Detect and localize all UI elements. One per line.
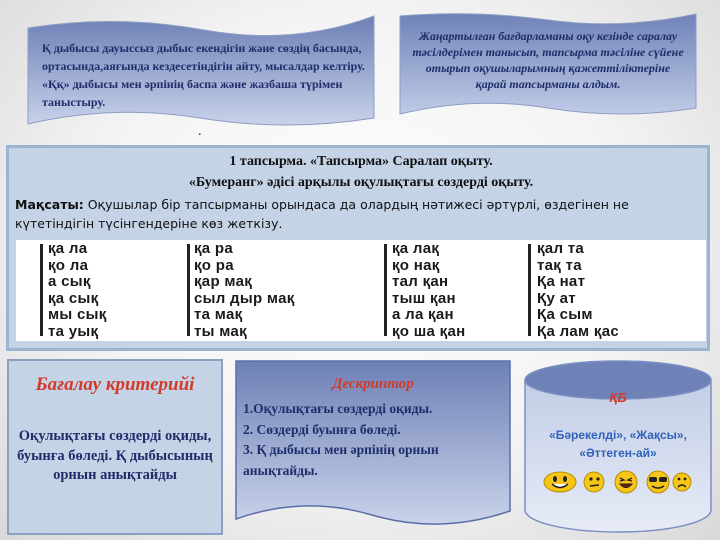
word-item: мы сық	[48, 306, 107, 324]
word-item: қа ла	[48, 240, 88, 257]
task-goal-text: Оқушылар бір тапсырманы орындаса да олардың нәтижесі әртүрлі, өздегінен не күтетіндігін түсінгендеріне көз жеткізу.	[15, 197, 629, 231]
word-item: Қа сым	[537, 306, 593, 324]
word-item: тыш қан	[392, 289, 456, 307]
sunglasses-face-icon	[647, 471, 669, 493]
task-panel	[6, 145, 710, 351]
word-table	[16, 240, 706, 341]
smiley-icons	[542, 468, 692, 494]
method-text: Жаңартылған бағдарламаны оқу кезінде саралау тәсілдерімен танысып, тапсырма тәсіліне сүйене отырып оқушыларымның қажеттіліктеріне қарай тапсырманы алдым.	[412, 29, 684, 91]
task-goal	[15, 195, 675, 233]
stray-dot: .	[198, 124, 202, 139]
word-item: а сық	[48, 273, 91, 291]
word-item: Қа нат	[537, 273, 586, 291]
descriptor-box	[234, 359, 512, 535]
descriptor-title: Дескриптор	[332, 376, 414, 392]
word-item: ты мақ	[194, 322, 247, 340]
word-item: та уық	[48, 322, 99, 340]
word-item: Қа лам қас	[537, 322, 619, 340]
task-goal-label: Мақсаты:	[15, 197, 84, 212]
word-column-3	[392, 241, 465, 341]
lesson-goal-banner	[24, 6, 376, 134]
word-item: а ла қан	[392, 306, 454, 324]
criteria-title: Бағалау критерийі	[35, 374, 195, 395]
word-item: қа сық	[48, 289, 99, 307]
word-column-2	[194, 241, 295, 341]
task-title: 1 тапсырма. «Тапсырма» Саралап оқыту.	[229, 154, 493, 169]
word-column-4	[537, 241, 619, 341]
lesson-goal-text	[34, 39, 372, 111]
word-column-1	[48, 241, 107, 341]
word-item: қо ша қан	[392, 322, 466, 340]
descriptor-item: 1.Оқулықтағы сөздерді оқиды.	[243, 401, 433, 416]
word-item: сыл дыр мақ	[194, 289, 295, 307]
word-item: қа лақ	[392, 240, 440, 257]
column-divider	[40, 244, 43, 336]
feedback-title: ҚБ	[609, 390, 627, 405]
column-divider	[384, 244, 387, 336]
goal-line-2: «Ққ» дыбысы мен әрпінің баспа және жазбаша түрімен таныстыру.	[42, 77, 343, 109]
goal-line-1: Қ дыбысы дауыссыз дыбыс екендігін және сөздің басында, ортасында,аяғында кездесетіндігін айту, мысалдар келтіру.	[42, 41, 365, 73]
sad-face-icon	[673, 473, 691, 491]
descriptor-list	[243, 399, 505, 481]
column-divider	[528, 244, 531, 336]
happy-face-icon	[544, 472, 576, 492]
word-item: қо ра	[194, 256, 234, 274]
thinking-face-icon	[584, 472, 604, 492]
assessment-criteria-box	[7, 359, 223, 535]
column-divider	[187, 244, 190, 336]
word-item: қо ла	[48, 256, 89, 274]
laughing-face-icon	[615, 471, 637, 493]
method-banner	[398, 8, 698, 128]
word-item: та мақ	[194, 306, 243, 324]
descriptor-item: 3. Қ дыбысы мен әрпінің орнын анықтайды.	[243, 442, 439, 478]
descriptor-item: 2. Сөздерді буынға бөледі.	[243, 421, 401, 437]
feedback-phrases: «Бәрекелді», «Жақсы», «Әттеген-ай»	[549, 428, 687, 460]
word-item: қа ра	[194, 240, 234, 257]
word-item: тақ та	[537, 256, 582, 274]
feedback-box	[522, 358, 714, 538]
word-item: қо нақ	[392, 256, 440, 274]
task-subtitle: «Бумеранг» әдісі арқылы оқулықтағы сөздерді оқыту.	[188, 175, 534, 190]
word-item: қар мақ	[194, 273, 253, 291]
word-item: тал қан	[392, 273, 449, 291]
criteria-text: Оқулықтағы сөздерді оқиды, буынға бөледі. Қ дыбысының орнын анықтайды	[17, 428, 213, 483]
word-item: қал та	[537, 240, 585, 257]
word-item: Қу ат	[537, 289, 576, 307]
